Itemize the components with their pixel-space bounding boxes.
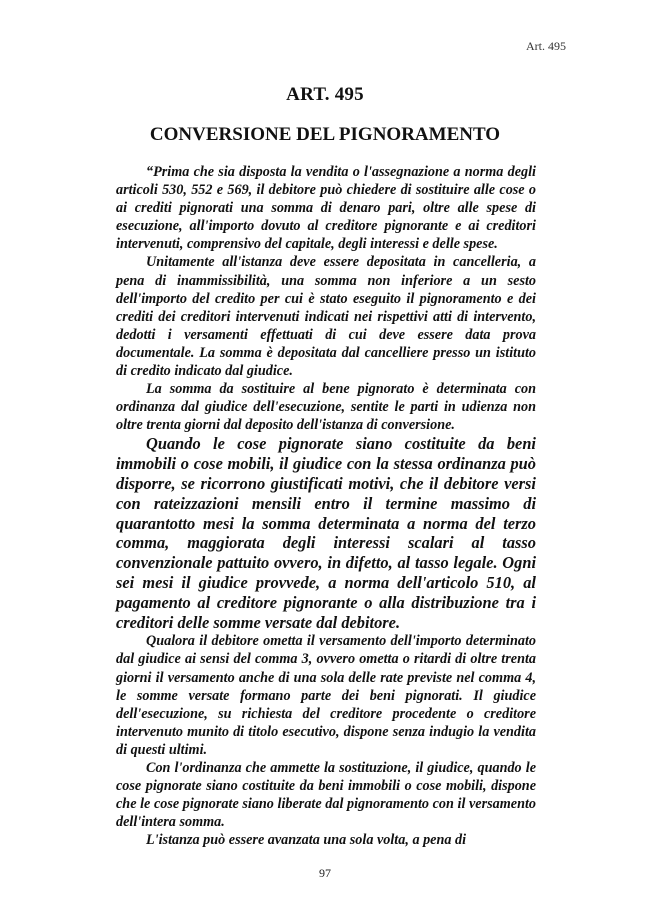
paragraph-4: Quando le cose pignorate siano costituite da beni immobili o cose mobili, il giudice con la stessa ordinanza può disporre, se ricorrono giustificati motivi, che il debitore versi con rateizzazioni mensili entro il termine massimo di quarantotto mesi la somma determinata a norma del terzo comma, maggiorata degli interessi scalari al tasso convenzionale pattuito ovvero, in difetto, al tasso legale. Ogni sei mesi il giudice provvede, a norma dell'articolo 510, al pagamento al creditore pignorante o alla distribuzione tra i creditori delle somme versate dal debitore. bbox=[116, 434, 536, 632]
paragraph-3: La somma da sostituire al bene pignorato è determinata con ordinanza dal giudice dell'esecuzione, sentite le parti in udienza non oltre trenta giorni dal deposito dell'istanza di conversione. bbox=[116, 381, 536, 434]
article-title: ART. 495 bbox=[286, 84, 364, 105]
running-header: Art. 495 bbox=[526, 39, 566, 53]
article-body bbox=[116, 163, 536, 850]
page-number: 97 bbox=[319, 866, 331, 880]
paragraph-6: Con l'ordinanza che ammette la sostituzione, il giudice, quando le cose pignorate siano costituite da beni immobili o cose mobili, dispone che le cose pignorate siano liberate dal pignoramento con il versamento dell'intera somma. bbox=[116, 760, 536, 831]
paragraph-7: L'istanza può essere avanzata una sola volta, a pena di bbox=[146, 832, 467, 849]
paragraph-2: Unitamente all'istanza deve essere depositata in cancelleria, a pena di inammissibilità, una somma non inferiore a un sesto dell'importo del credito per cui è stato eseguito il pignoramento e dei crediti dei creditori intervenuti indicati nei rispettivi atti di intervento, dedotti i versamenti effettuati di cui deve essere data prova documentale. La somma è depositata dal cancelliere presso un istituto di credito indicato dal giudice. bbox=[116, 254, 536, 380]
article-subtitle: CONVERSIONE DEL PIGNORAMENTO bbox=[149, 124, 501, 145]
paragraph-5: Qualora il debitore ometta il versamento dell'importo determinato dal giudice ai sensi del comma 3, ovvero ometta o ritardi di oltre trenta giorni il versamento anche di una sola delle rate previste nel comma 4, le somme versate formano parte dei beni pignorati. Il giudice dell'esecuzione, su richiesta del creditore procedente o creditore intervenuto munito di titolo esecutivo, dispone senza indugio la vendita di questi ultimi. bbox=[116, 633, 536, 758]
paragraph-1: “Prima che sia disposta la vendita o l'assegnazione a norma degli articoli 530, 552 e 569, il debitore può chiedere di sostituire alle cose o ai crediti pignorati una somma di denaro pari, oltre alle spese di esecuzione, all'importo dovuto al creditore pignorante e ai creditori intervenuti, comprensivo del capitale, degli interessi e delle spese. bbox=[116, 164, 536, 253]
